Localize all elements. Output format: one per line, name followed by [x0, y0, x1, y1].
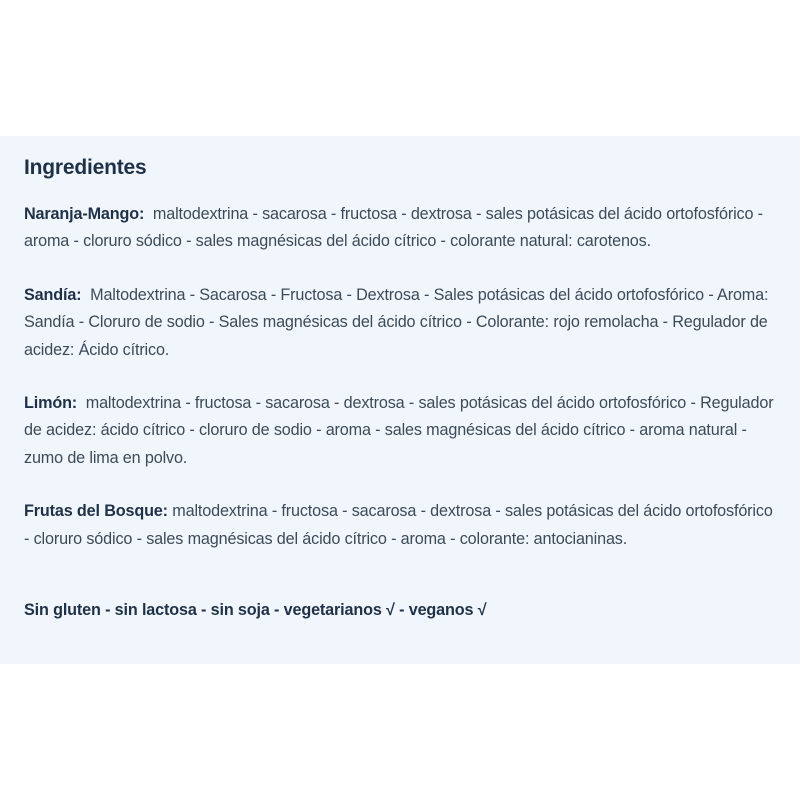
flavor-label: Frutas del Bosque:: [24, 502, 168, 521]
ingredient-list: maltodextrina - fructosa - sacarosa - dextrosa - sales potásicas del ácido ortofosfórico - cloruro sódico - sales magnésicas del ácido cítrico - aroma - colorante: antocianinas.: [24, 502, 773, 548]
flavor-label: Naranja-Mango:: [24, 205, 145, 223]
ingredients-panel: [0, 136, 800, 664]
ingredients-heading: Ingredientes: [24, 156, 147, 179]
ingredient-section-frutas-del-bosque: [24, 498, 776, 553]
ingredient-section-limon: [24, 390, 776, 472]
flavor-label: Limón:: [24, 394, 78, 413]
ingredient-list: Maltodextrina - Sacarosa - Fructosa - Dextrosa - Sales potásicas del ácido ortofosfórico - Aroma: Sandía - Cloruro de sodio - Sales magnésicas del ácido cítrico - Colorante: rojo remolacha - Regulador de acidez: Ácido cítrico.: [24, 285, 769, 359]
flavor-label: Sandía:: [24, 285, 82, 304]
ingredient-section-sandia: [24, 282, 776, 364]
dietary-info: Sin gluten - sin lactosa - sin soja - vegetarianos √ - veganos √: [24, 601, 487, 620]
ingredient-section-naranja-mango: [24, 201, 776, 256]
ingredient-list: maltodextrina - sacarosa - fructosa - dextrosa - sales potásicas del ácido ortofosfórico - aroma - cloruro sódico - sales magnésicas del ácido cítrico - colorante natural: carotenos.: [24, 205, 763, 251]
ingredient-list: maltodextrina - fructosa - sacarosa - dextrosa - sales potásicas del ácido ortofosfórico - Regulador de acidez: ácido cítrico - cloruro de sodio - aroma - sales magnésicas del ácido cítrico - aroma natural - zumo de lima en polvo.: [24, 394, 774, 467]
